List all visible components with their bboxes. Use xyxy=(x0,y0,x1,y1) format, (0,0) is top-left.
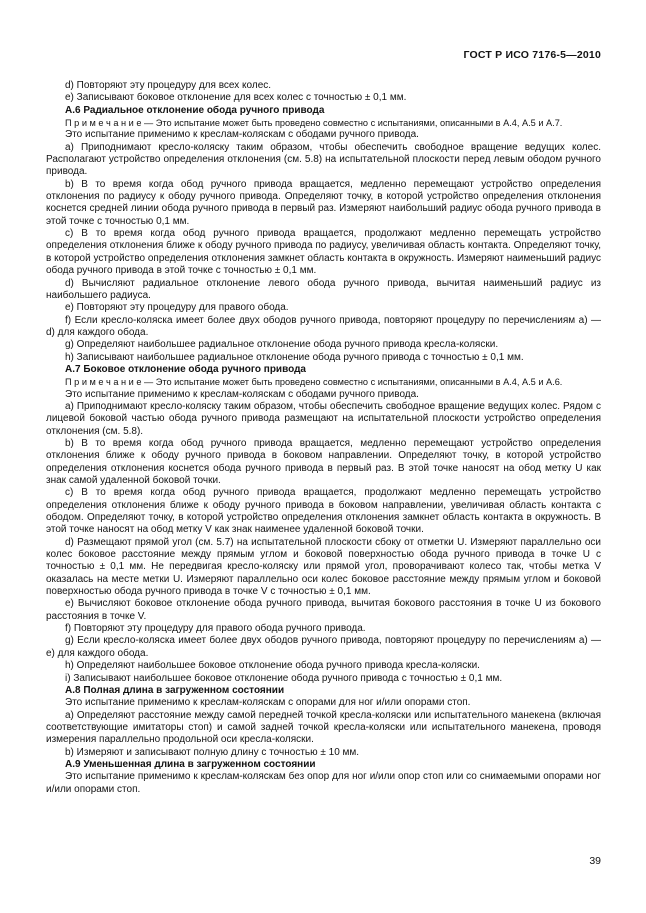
list-item-paragraph: d) Размещают прямой угол (см. 5.7) на испытательной плоскости сбоку от отметки U. Измеряют параллельно оси колес боковое расстояние между прямым углом и боковой поверхностью обода ручного привода в точке U с точностью ± 0,1 мм. Не передвигая кресло-коляску или прямой угол, проворачивают колесо так, чтобы метка V оказалась на месте метки U. Измеряют параллельно оси колес боковое расстояние между прямым углом и боковой поверхностью обода ручного привода в точке V с точностью ± 0,1 мм. xyxy=(46,536,601,598)
note-paragraph: П р и м е ч а н и е — Это испытание может быть проведено совместно с испытаниями, описанными в А.4, А.5 и А.7. xyxy=(65,118,563,129)
list-item-paragraph: e) Вычисляют боковое отклонение обода ручного привода, вычитая бокового расстояния в точке U из бокового расстояния в точке V. xyxy=(46,598,601,622)
section-heading: А.8 Полная длина в загруженном состоянии xyxy=(65,684,285,696)
list-item-paragraph: g) Если кресло-коляска имеет более двух ободов ручного привода, повторяют процедуру по перечислениям a) — e) для каждого обода. xyxy=(46,635,601,659)
list-item-paragraph: e) Повторяют эту процедуру для правого обода. xyxy=(65,302,289,314)
note-paragraph: П р и м е ч а н и е — Это испытание может быть проведено совместно с испытаниями, описанными в А.4, А.5 и А.6. xyxy=(65,377,563,388)
standard-number: ГОСТ Р ИСО 7176-5—2010 xyxy=(463,49,601,61)
list-item-paragraph: d) Повторяют эту процедуру для всех колес. xyxy=(65,80,272,91)
section-heading: А.7 Боковое отклонение обода ручного привода xyxy=(65,363,306,375)
list-item-paragraph: f) Если кресло-коляска имеет более двух ободов ручного привода, повторяют процедуру по перечислениям a) — d) для каждого обода. xyxy=(46,314,601,338)
section-heading: А.9 Уменьшенная длина в загруженном состоянии xyxy=(65,758,316,770)
page-number: 39 xyxy=(589,855,601,867)
paragraph: Это испытание применимо к креслам-коляскам без опор для ног и/или опор стоп или со снимаемыми опорами ног и/или опорами стоп. xyxy=(46,771,601,795)
paragraph: Это испытание применимо к креслам-коляскам с ободами ручного привода. xyxy=(65,388,419,400)
list-item-paragraph: c) В то время когда обод ручного привода вращается, продолжают медленно перемещать устройство определения отклонения ближе к ободу ручного привода по радиусу, увеличивая область контакта. Определяют точку, в которой устройство определения отклонения замкнет область контакта в окружность. Измеряют наименьший радиус обода ручного привода в этой точке с точностью ± 0,1 мм. xyxy=(46,228,601,277)
list-item-paragraph: a) Приподнимают кресло-коляску таким образом, чтобы обеспечить свободное вращение ведущих колес. Располагают устройство определения отклонения (см. 5.8) на испытательной плоскости перед левым ободом ручного привода. xyxy=(46,141,601,178)
list-item-paragraph: d) Вычисляют радиальное отклонение левого обода ручного привода, вычитая наименьший радиус из наибольшего радиуса. xyxy=(46,277,601,301)
list-item-paragraph: i) Записывают наибольшее боковое отклонение обода ручного привода с точностью ± 0,1 мм. xyxy=(65,672,503,684)
list-item-paragraph: b) В то время когда обод ручного привода вращается, медленно перемещают устройство определения отклонения по радиусу к ободу ручного привода. Определяют точку, в которой устройство определения отклонения коснется средней линии обода ручного привода в первый раз. Измеряют наибольший радиус обода ручного привода в этой точке с точностью 0,1 мм. xyxy=(46,178,601,227)
list-item-paragraph: f) Повторяют эту процедуру для правого обода ручного привода. xyxy=(65,623,366,635)
document-footer xyxy=(46,855,601,867)
list-item-paragraph: a) Определяют расстояние между самой передней точкой кресла-коляски или испытательного манекена (включая соответствующие имитаторы стоп) и самой задней точкой кресла-коляски или испытательного манекена, проводя измерения параллельно продольной оси кресла-коляски. xyxy=(46,709,601,746)
list-item-paragraph: e) Записывают боковое отклонение для всех колес с точностью ± 0,1 мм. xyxy=(65,92,407,104)
list-item-paragraph: h) Определяют наибольшее боковое отклонение обода ручного привода кресла-коляски. xyxy=(65,660,480,672)
list-item-paragraph: b) Измеряют и записывают полную длину с точностью ± 10 мм. xyxy=(65,746,360,758)
paragraph: Это испытание применимо к креслам-коляскам с опорами для ног и/или опорами стоп. xyxy=(65,697,471,709)
list-item-paragraph: a) Приподнимают кресло-коляску таким образом, чтобы обеспечить свободное вращение ведущих колес. Рядом с лицевой боковой частью обода ручного привода размещают на испытательной плоскости устройство определения отклонения (см. 5.8). xyxy=(46,400,601,437)
list-item-paragraph: c) В то время когда обод ручного привода вращается, продолжают медленно перемещать устройство определения отклонения ближе к ободу ручного привода в боковом направлении, увеличивая область контакта с ободом. Определяют точку, в которой устройство определения отклонения замкнет область контакта в окружность. В этой точке наносят на обод метку V как знак наименее удаленной боковой точки. xyxy=(46,487,601,536)
document-body xyxy=(46,80,601,796)
document-header xyxy=(46,49,601,61)
paragraph: Это испытание применимо к креслам-коляскам с ободами ручного привода. xyxy=(65,129,419,141)
list-item-paragraph: g) Определяют наибольшее радиальное отклонение обода ручного привода кресла-коляски. xyxy=(65,339,499,351)
list-item-paragraph: b) В то время когда обод ручного привода вращается, медленно перемещают устройство определения отклонения ближе к ободу ручного привода в боковом направлении. Определяют точку, в которой устройство определения отклонения коснется обода ручного привода в первый раз. В этой точке наносят на обод метку U как знак самой удаленной боковой точки. xyxy=(46,437,601,486)
section-heading: А.6 Радиальное отклонение обода ручного привода xyxy=(65,104,325,116)
list-item-paragraph: h) Записывают наибольшее радиальное отклонение обода ручного привода с точностью ± 0,1 мм. xyxy=(65,351,524,363)
